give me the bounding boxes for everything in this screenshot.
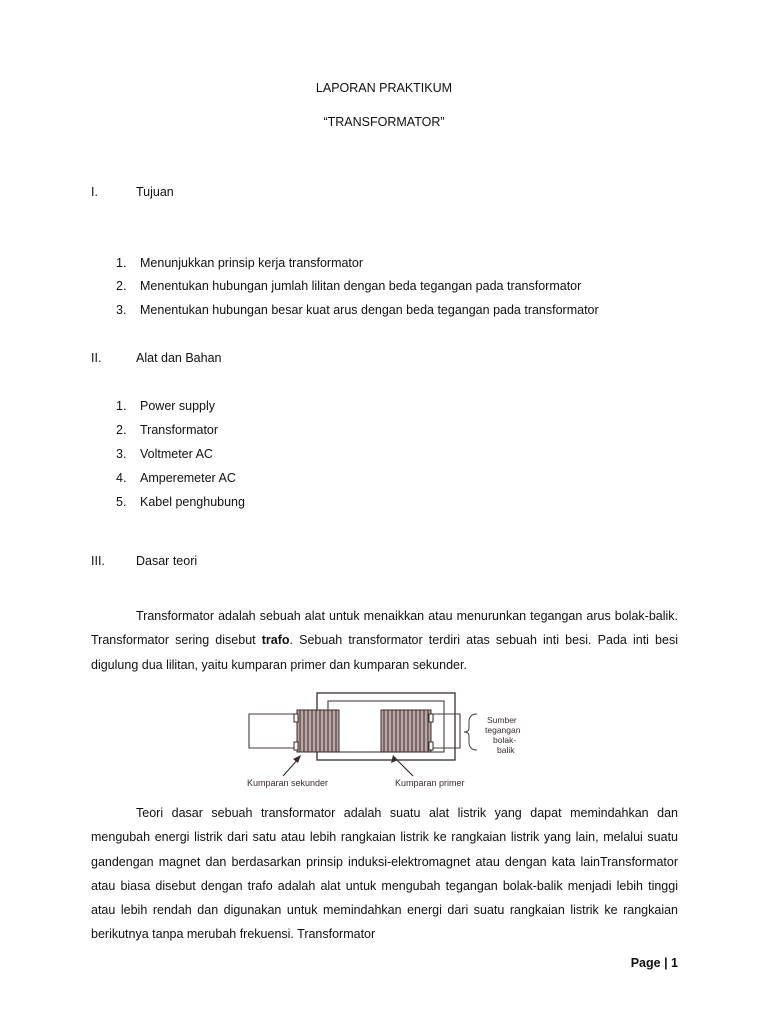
list-item-number: 1. [116, 399, 127, 413]
list-item: Menentukan hubungan besar kuat arus dengan beda tegangan pada transformator [140, 303, 599, 317]
list-item-number: 5. [116, 495, 127, 509]
section-2-heading: Alat dan Bahan [136, 351, 222, 365]
section-1-heading: Tujuan [136, 185, 174, 199]
list-item-number: 2. [116, 279, 127, 293]
list-item-number: 3. [116, 303, 127, 317]
bold-term: trafo [261, 633, 290, 648]
paragraph-text: . Sebuah transformator terdiri atas sebuah inti besi. Pada inti besi digulung dua lilitan, yaitu kumparan primer dan kumparan sekunder. [91, 633, 678, 672]
list-item-number: 2. [116, 423, 127, 437]
section-3-numeral: III. [91, 554, 105, 568]
figure-label-source: bolak- [493, 735, 517, 745]
list-item: Menentukan hubungan jumlah lilitan dengan beda tegangan pada transformator [140, 279, 582, 293]
paragraph-text: Transformator adalah sebuah alat untuk menaikkan atau menurunkan tegangan arus bolak-balik. Transformator sering disebut [91, 609, 678, 648]
report-subtitle: “TRANSFORMATOR” [323, 115, 445, 129]
figure-label-source: tegangan [485, 725, 521, 735]
page-number: Page | 1 [630, 956, 678, 970]
section-2-numeral: II. [91, 351, 102, 365]
list-item: Amperemeter AC [140, 471, 236, 485]
paragraph-text: Teori dasar sebuah transformator adalah suatu alat listrik yang dapat memindahkan dan mengubah energi listrik dari satu atau lebih rangkaian listrik ke rangkaian listrik yang lain, melalui suatu gandengan magnet dan berdasarkan prinsip induksi-elektromagnet atau dengan kata lainTransformator atau biasa disebut dengan trafo adalah alat untuk mengubah tegangan bolak-balik menjadi lebih tinggi atau lebih rendah dan digunakan untuk memindahkan energi dari suatu rangkaian listrik ke rangkaian berikutnya tanpa merubah frekuensi. Transformator [91, 806, 678, 942]
figure-label-source: balik [497, 745, 515, 755]
list-item-number: 1. [116, 256, 127, 270]
theory-paragraph-1 [91, 604, 678, 677]
figure-label-primary: Kumparan primer [395, 778, 465, 788]
figure-label-source: Sumber [487, 715, 517, 725]
list-item-number: 3. [116, 447, 127, 461]
primary-coil [381, 710, 433, 752]
report-title: LAPORAN PRAKTIKUM [315, 81, 453, 95]
list-item: Menunjukkan prinsip kerja transformator [140, 256, 364, 270]
list-item-number: 4. [116, 471, 127, 485]
theory-paragraph-2 [91, 801, 678, 947]
arrow-icon [395, 758, 413, 776]
secondary-coil [294, 710, 339, 752]
section-3-heading: Dasar teori [136, 554, 198, 568]
list-item: Power supply [140, 399, 216, 413]
section-1-numeral: I. [91, 185, 98, 199]
figure-label-secondary: Kumparan sekunder [247, 778, 329, 788]
transformer-diagram [245, 690, 535, 790]
list-item: Voltmeter AC [140, 447, 213, 461]
list-item: Transformator [140, 423, 219, 437]
list-item: Kabel penghubung [140, 495, 245, 509]
